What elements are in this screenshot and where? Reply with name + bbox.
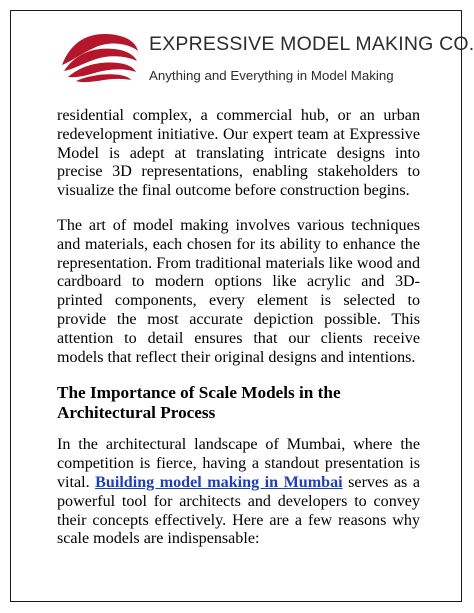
company-name: EXPRESSIVE MODEL MAKING CO. — [149, 33, 474, 55]
paragraph-3 — [57, 436, 420, 549]
document-body — [57, 107, 420, 565]
paragraph-3-text-after: serves as a powerful tool for architects and developers to convey their concepts effectively. Here are a few reasons why scale models are indispensable: — [57, 473, 420, 548]
company-tagline: Anything and Everything in Model Making — [149, 68, 394, 83]
paragraph-1: residential complex, a commercial hub, or an urban redevelopment initiative. Our expert team at Expressive Model is adept at translating intricate designs into precise 3D representations, enabling stakeholders to visualize the final outcome before construction begins. — [57, 107, 420, 200]
paragraph-3-text-before: In the architectural landscape of Mumbai, where the competition is fierce, having a standout presentation is vital. — [57, 436, 420, 491]
page-header — [0, 0, 474, 105]
building-model-making-link[interactable]: Building model making in Mumbai — [95, 473, 343, 491]
paragraph-2: The art of model making involves various techniques and materials, each chosen for its ability to enhance the representation. From traditional materials like wood and cardboard to modern options like acrylic and 3D-printed components, every element is selected to provide the most accurate depiction possible. This attention to detail ensures that our clients receive models that reflect their original designs and intentions. — [57, 216, 420, 366]
wave-swirl-logo-icon — [58, 25, 140, 85]
section-heading: The Importance of Scale Models in the Architectural Process — [57, 383, 341, 422]
